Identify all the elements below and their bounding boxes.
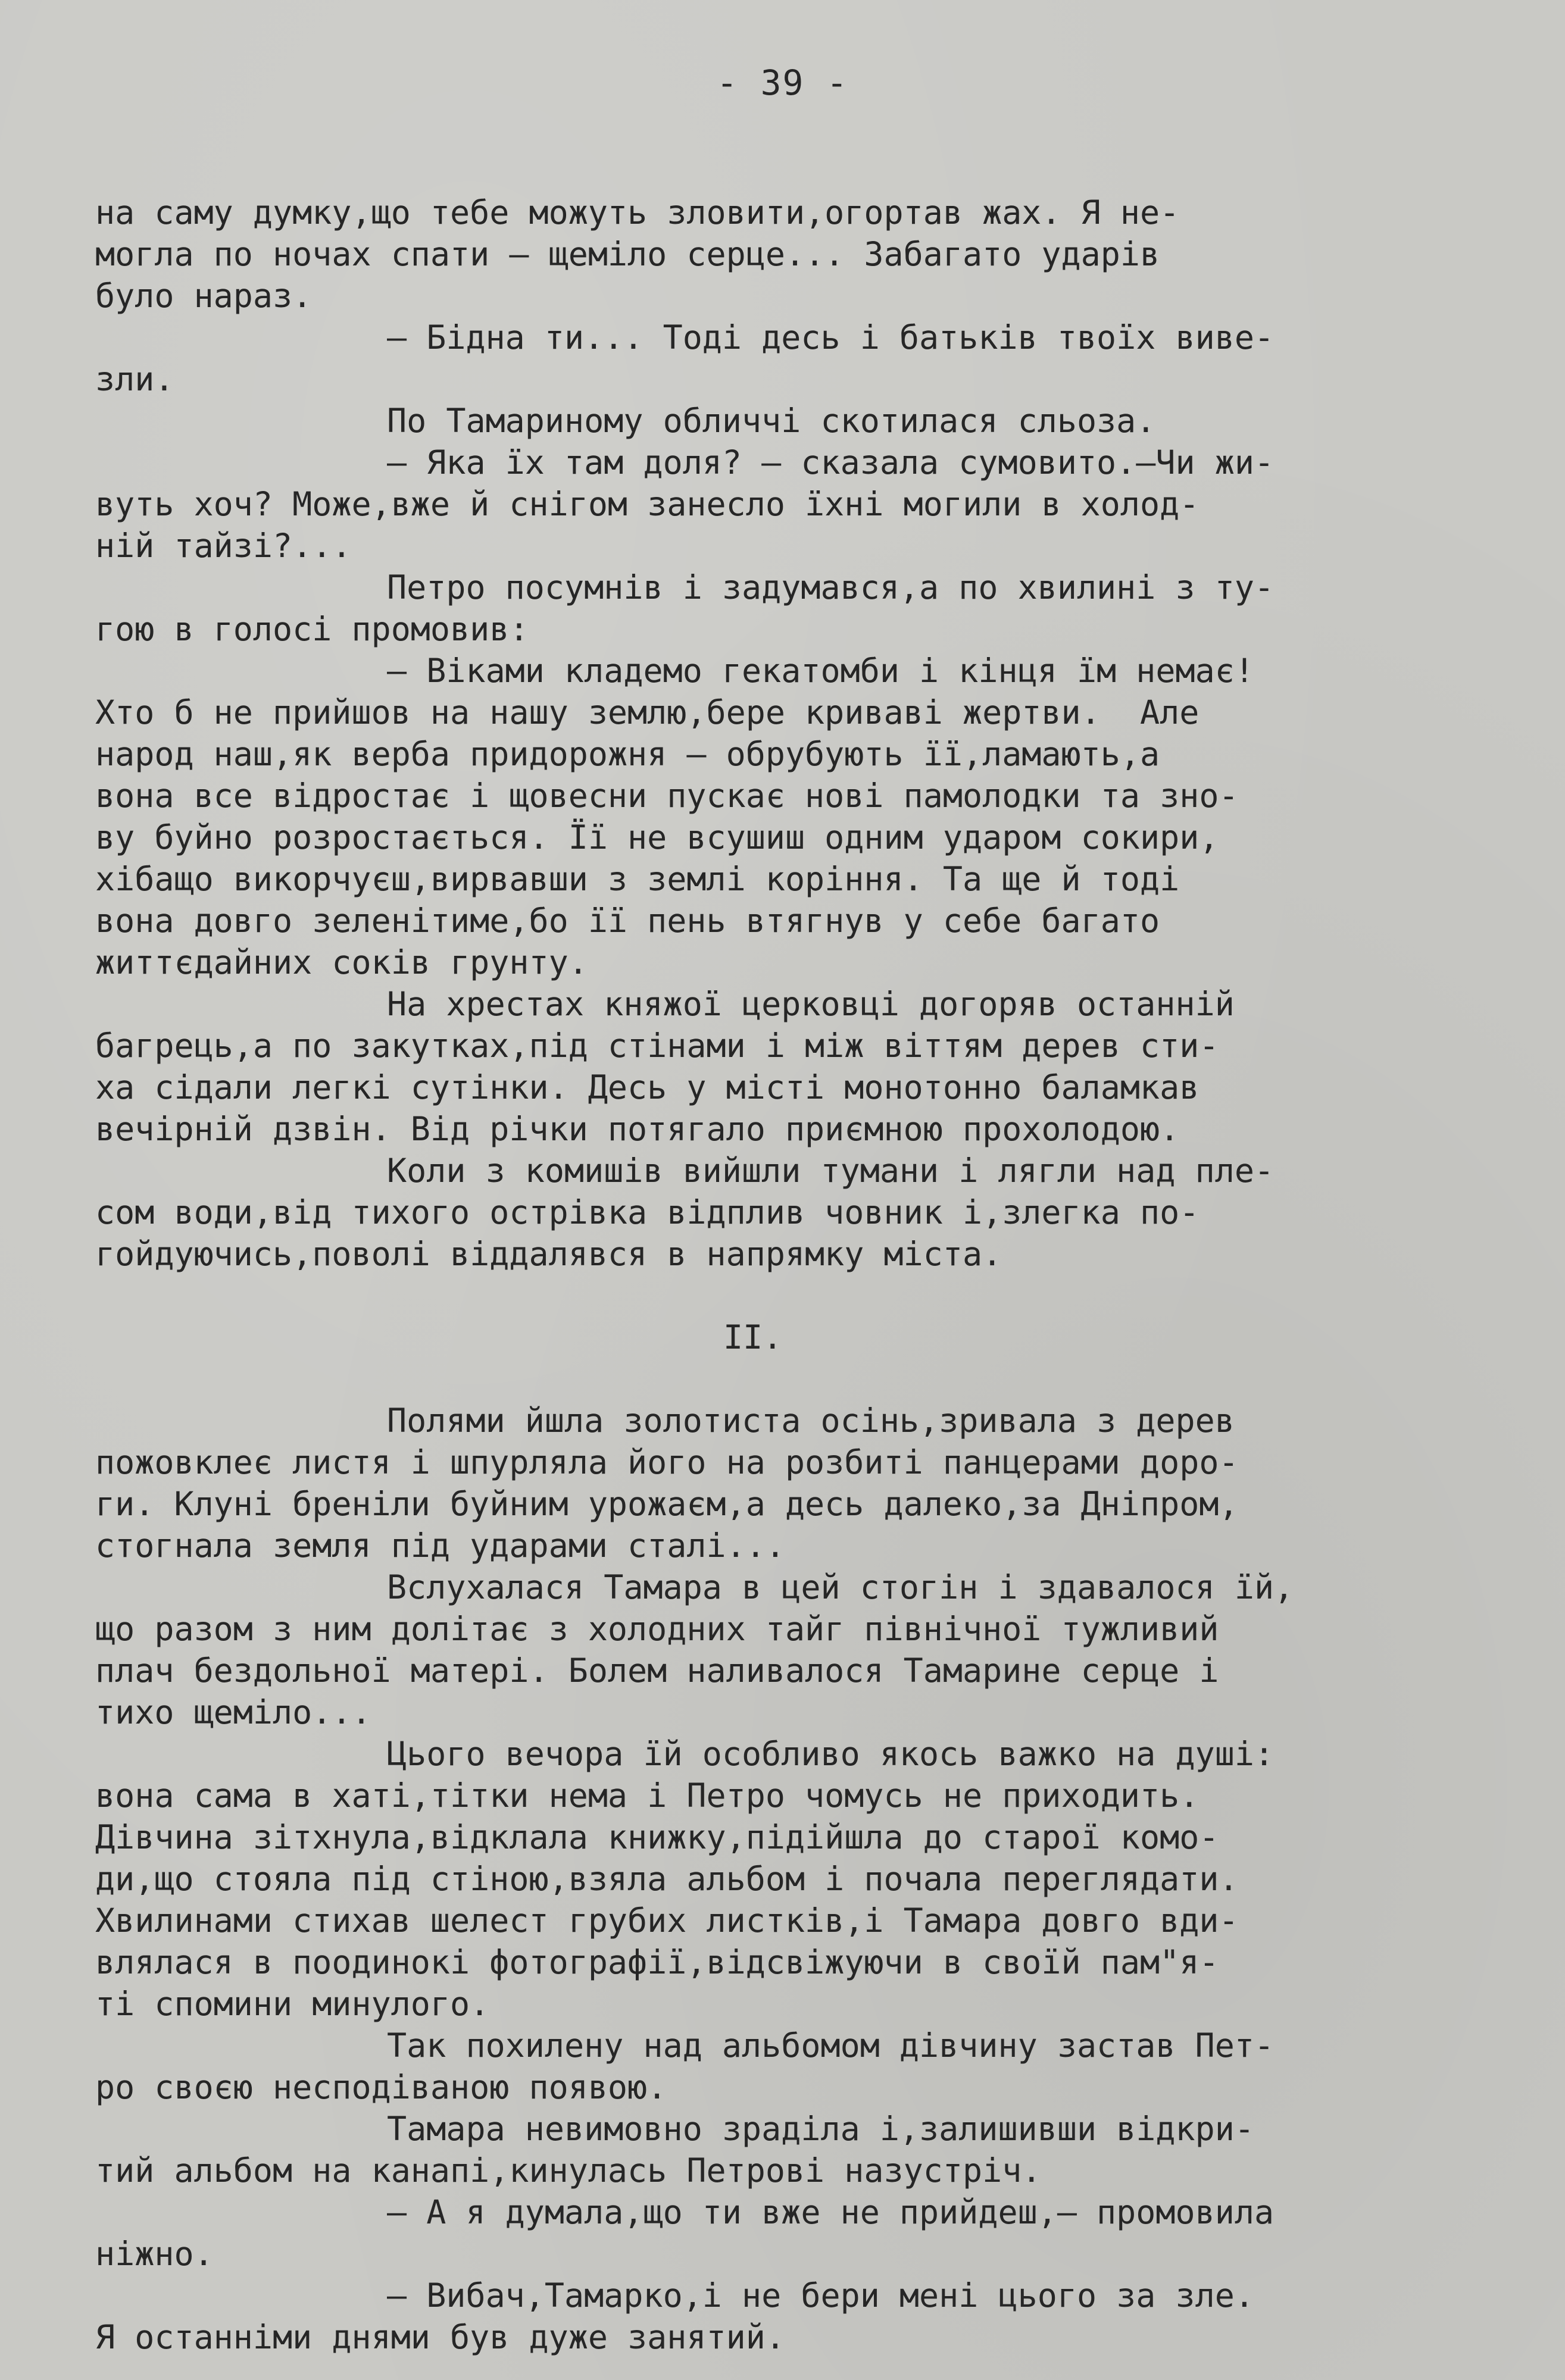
paragraph-line: ній тайзі?...	[95, 527, 352, 565]
section-gap	[95, 1358, 1500, 1400]
paragraph-line: вона сама в хаті,тітки нема і Петро чомусь не приходить.	[95, 1777, 1199, 1815]
paragraph-line: Вслухалася Тамара в цей стогін і здавалося їй,	[387, 1568, 1294, 1606]
paragraph-line: пожовклеє листя і шпурляла його на розбиті панцерами доро-	[95, 1443, 1239, 1481]
paragraph-line: – А я думала,що ти вже не прийдеш,– промовила	[387, 2193, 1275, 2231]
paragraph-line: Так похилену над альбомом дівчину застав Пет-	[387, 2026, 1275, 2065]
section-gap	[95, 1275, 1500, 1316]
paragraph-line: що разом з ним долітає з холодних тайг північної тужливий	[95, 1610, 1219, 1648]
section-title: II.	[723, 1318, 783, 1356]
text-body	[95, 192, 1500, 2358]
paragraph-line: могла по ночах спати – щеміло серце... Забагато ударів	[95, 235, 1160, 273]
paragraph-line: вона довго зеленітиме,бо її пень втягнув у себе багато	[95, 902, 1160, 940]
paragraph-line: хібащо викорчуєш,вирвавши з землі коріння. Та ще й тоді	[95, 860, 1180, 898]
paragraph-line: гойдуючись,поволі віддалявся в напрямку міста.	[95, 1235, 1002, 1273]
paragraph-line: багрець,а по закутках,під стінами і між віттям дерев сти-	[95, 1027, 1219, 1065]
paragraph-line: Коли з комишів вийшли тумани і лягли над пле-	[387, 1152, 1275, 1190]
paragraph-line: було нараз.	[95, 277, 313, 315]
paragraph-line: вечірній дзвін. Від річки потягало приємною прохолодою.	[95, 1110, 1180, 1148]
paragraph-line: ніжно.	[95, 2235, 214, 2273]
paragraph-line: – Віками кладемо гекатомби і кінця їм немає!	[387, 652, 1254, 690]
section-1	[95, 192, 1500, 1275]
paragraph-line: – Вибач,Тамарко,і не бери мені цього за зле.	[387, 2276, 1254, 2315]
paragraph-line: Цього вечора їй особливо якось важко на душі:	[387, 1735, 1275, 1773]
paragraph-line: Полями йшла золотиста осінь,зривала з дерев	[387, 1402, 1235, 1440]
paragraph-line: ву буйно розростається. Її не всушиш одним ударом сокири,	[95, 818, 1219, 856]
paragraph-line: – Бідна ти... Тоді десь і батьків твоїх виве-	[387, 318, 1275, 356]
paragraph-line: Хвилинами стихав шелест грубих листків,і Тамара довго вди-	[95, 1902, 1239, 1940]
paragraph-line: стогнала земля під ударами сталі...	[95, 1527, 785, 1565]
paragraph-line: плач бездольної матері. Болем наливалося Тамарине серце і	[95, 1652, 1219, 1690]
paragraph-line: ті спомини минулого.	[95, 1985, 490, 2023]
paragraph-line: ги. Клуні бреніли буйним урожаєм,а десь далеко,за Дніпром,	[95, 1485, 1239, 1523]
paragraph-line: Тамара невимовно зраділа і,залишивши відкри-	[387, 2110, 1254, 2148]
paragraph-line: тий альбом на канапі,кинулась Петрові назустріч.	[95, 2151, 1042, 2190]
paragraph-line: – Яка їх там доля? – сказала сумовито.–Чи жи-	[387, 443, 1275, 481]
paragraph-line: ди,що стояла під стіною,взяла альбом і почала переглядати.	[95, 1860, 1239, 1898]
paragraph-line: зли.	[95, 360, 174, 398]
paragraph-line: сом води,від тихого острівка відплив човник і,злегка по-	[95, 1193, 1199, 1231]
page-number: - 39 -	[716, 62, 849, 103]
paragraph-line: Петро посумнів і задумався,а по хвилині з ту-	[387, 568, 1275, 606]
paragraph-line: життєдайних соків грунту.	[95, 943, 588, 981]
section-2	[95, 1400, 1500, 2358]
paragraph-line: Я останніми днями був дуже занятий.	[95, 2318, 785, 2356]
paragraph-line: По Тамариному обличчі скотилася сльоза.	[387, 402, 1156, 440]
paragraph-line: тихо щеміло...	[95, 1693, 371, 1731]
paragraph-line: вона все відростає і щовесни пускає нові памолодки та зно-	[95, 777, 1239, 815]
paragraph-line: вуть хоч? Може,вже й снігом занесло їхні могили в холод-	[95, 485, 1199, 523]
paragraph-line: влялася в поодинокі фотографії,відсвіжуючи в своїй пам"я-	[95, 1943, 1219, 1981]
paragraph-line: На хрестах княжої церковці догоряв останній	[387, 985, 1235, 1023]
paragraph-line: гою в голосі промовив:	[95, 610, 529, 648]
paragraph-line: ха сідали легкі сутінки. Десь у місті монотонно баламкав	[95, 1068, 1199, 1106]
paragraph-line: народ наш,як верба придорожня – обрубують її,ламають,а	[95, 735, 1160, 773]
paragraph-line: Хто б не прийшов на нашу землю,бере криваві жертви. Але	[95, 693, 1199, 731]
paragraph-line: Дівчина зітхнула,відклала книжку,підійшла до старої комо-	[95, 1818, 1219, 1856]
paragraph-line: ро своєю несподіваною появою.	[95, 2068, 667, 2106]
paragraph-line: на саму думку,що тебе можуть зловити,огортав жах. Я не-	[95, 193, 1180, 232]
